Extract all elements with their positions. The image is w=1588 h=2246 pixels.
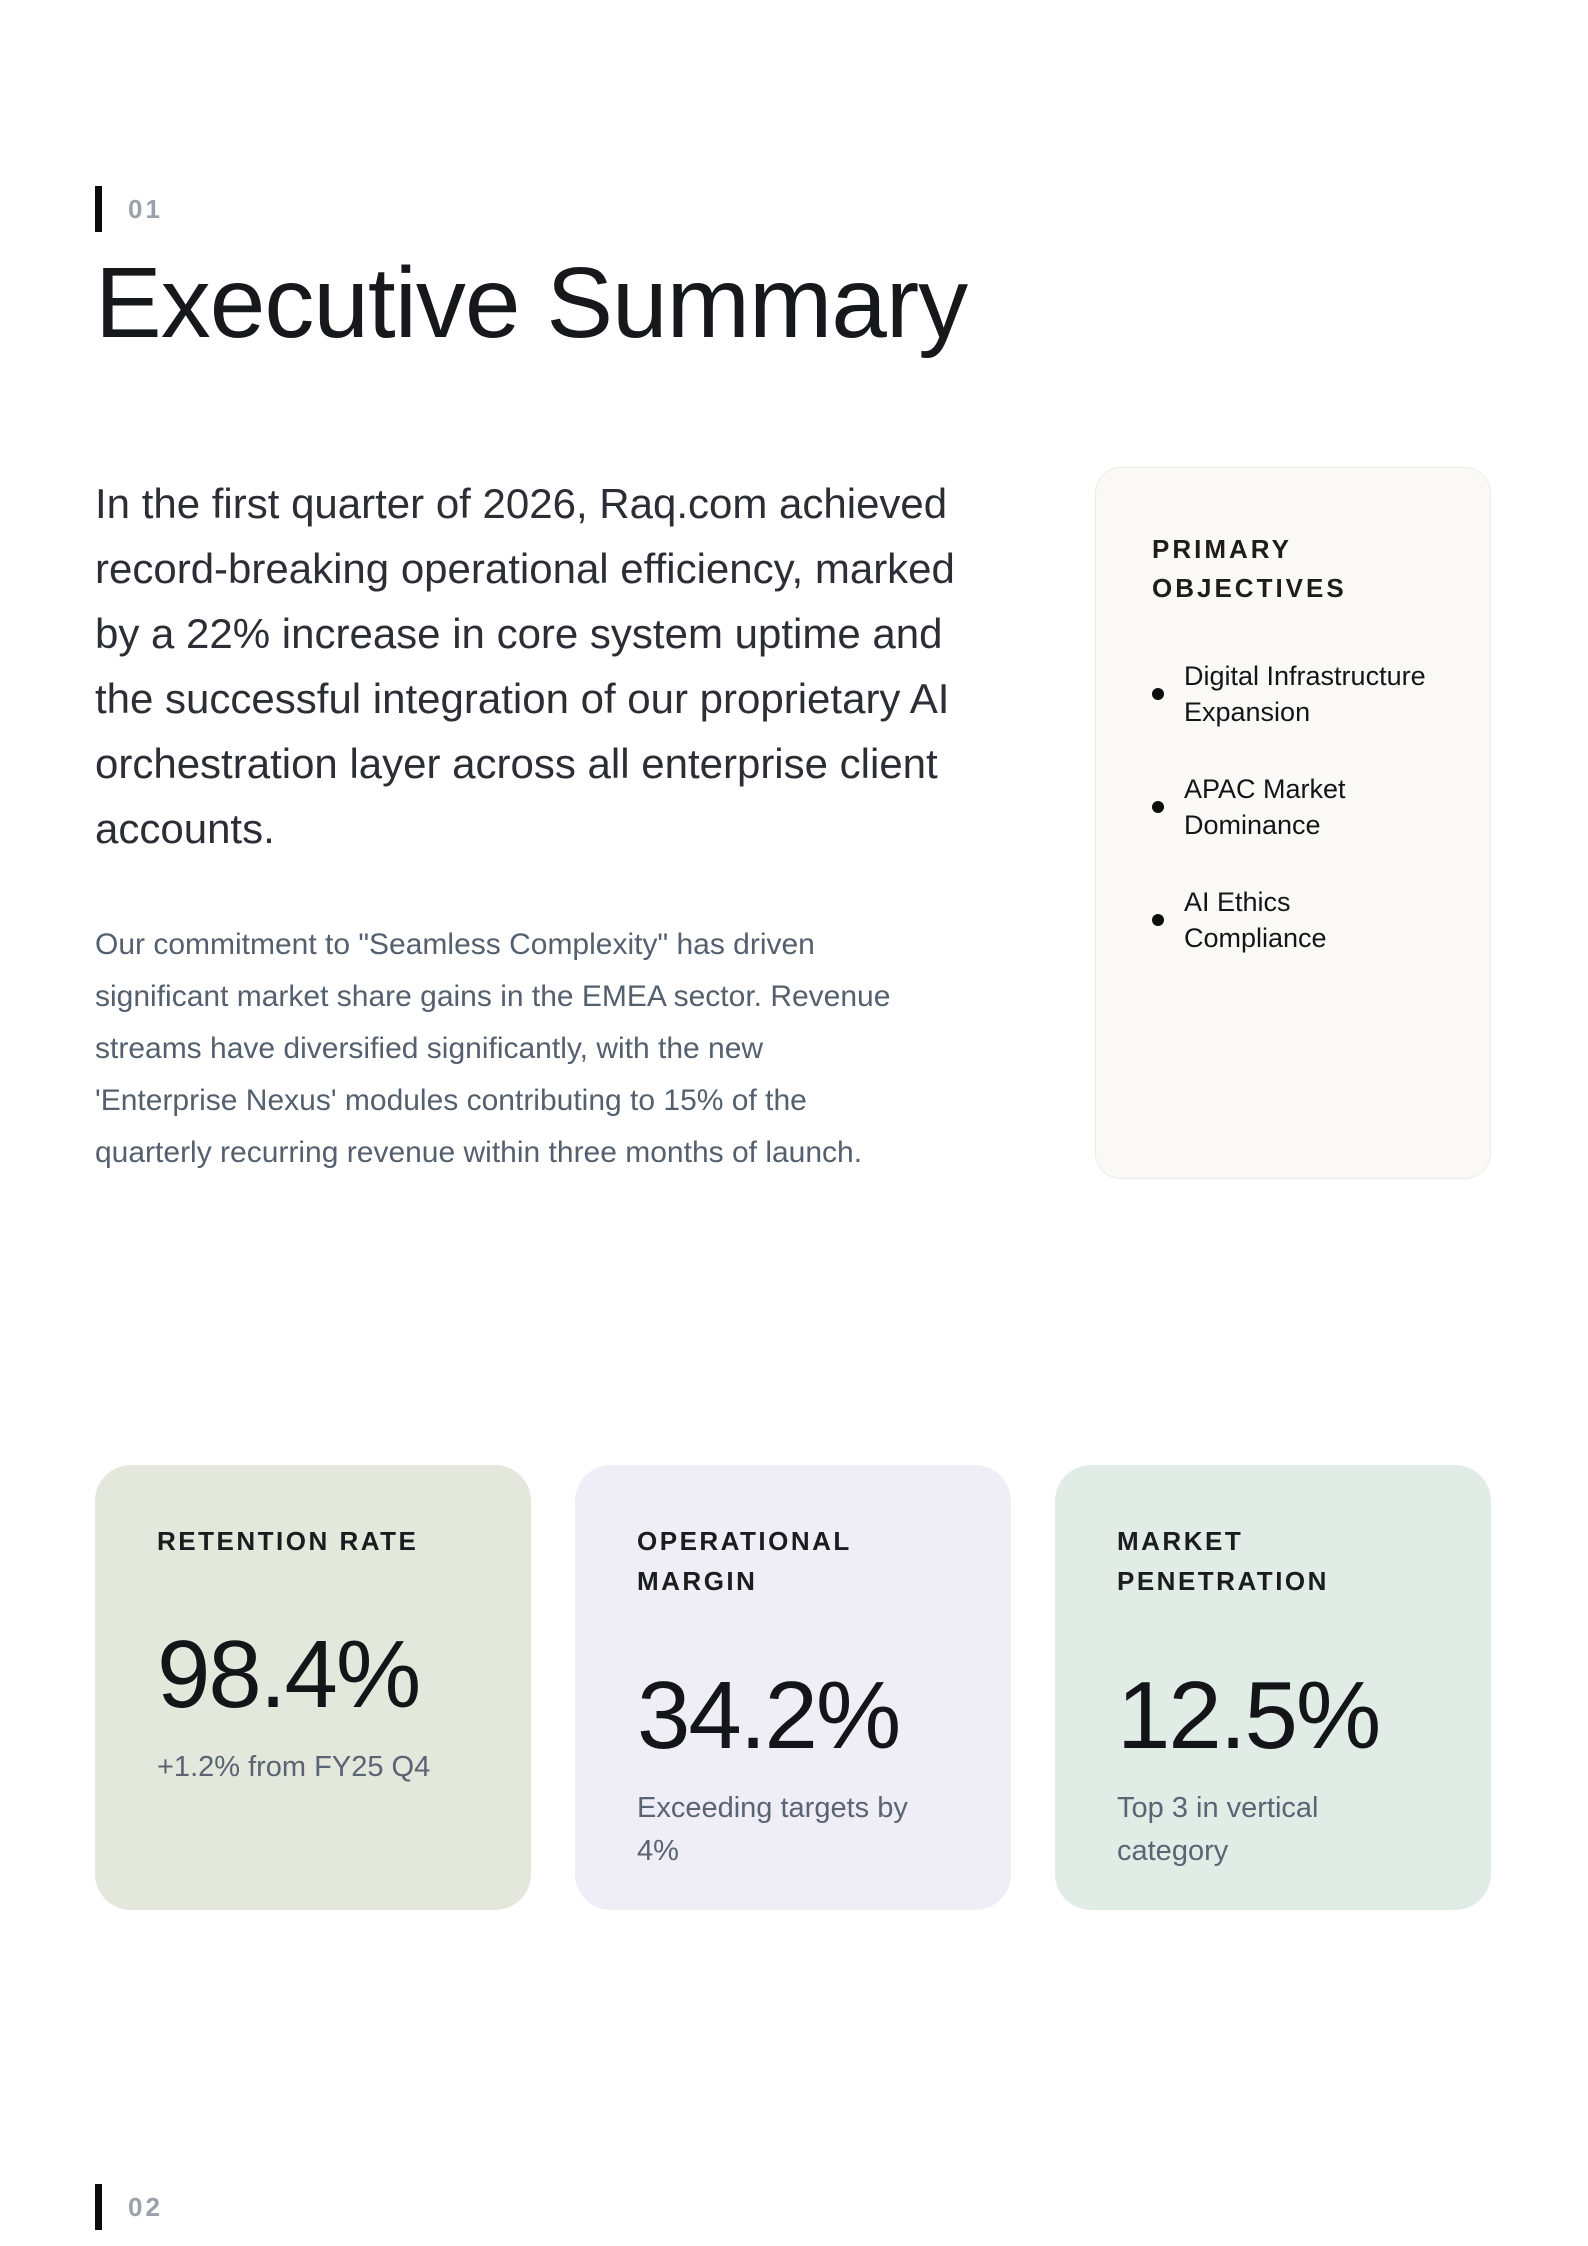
lead-paragraph: In the first quarter of 2026, Raq.com achieved record-breaking operational efficiency, marked by a 22% increase in core system uptime and the successful integration of our proprietary AI orchestration layer across all enterprise client accounts. [95, 480, 955, 852]
section-marker-bar [95, 2184, 102, 2230]
section-marker-bottom [95, 2183, 163, 2231]
stat-label: RETENTION RATE [157, 1526, 419, 1556]
stat-label: MARKET PENETRATION [1117, 1526, 1329, 1597]
secondary-paragraph: Our commitment to "Seamless Complexity" has driven significant market share gains in the EMEA sector. Revenue streams have diversified significantly, with the new 'Enterprise Nexus' modules contributing to 15% of the quarterly recurring revenue within three months of launch. [95, 928, 891, 1169]
stat-label: OPERATIONAL MARGIN [637, 1526, 852, 1597]
section-number: 01 [128, 193, 163, 224]
retention-rate-card [95, 1465, 531, 1910]
objective-label: AI Ethics Compliance [1184, 886, 1327, 954]
stat-caption: Exceeding targets by 4% [637, 1791, 908, 1868]
objectives-list [1152, 658, 1434, 957]
stat-value: 34.2% [637, 1661, 900, 1769]
summary-content-row [95, 467, 1491, 1179]
primary-objectives-card [1095, 467, 1491, 1179]
objective-item [1152, 884, 1434, 957]
objective-item [1152, 658, 1434, 731]
stat-caption: Top 3 in vertical category [1117, 1791, 1319, 1868]
section-marker-bar [95, 186, 102, 232]
objective-label: Digital Infrastructure Expansion [1184, 661, 1426, 728]
section-marker-top [95, 185, 1491, 233]
page-title: Executive Summary [95, 247, 968, 359]
kpi-cards-row [95, 1465, 1491, 1910]
bullet-dot-icon [1152, 914, 1164, 926]
market-penetration-card [1055, 1465, 1491, 1910]
footer-section-number: 02 [128, 2191, 163, 2222]
objectives-heading: PRIMARY OBJECTIVES [1152, 534, 1347, 603]
bullet-dot-icon [1152, 688, 1164, 700]
bullet-dot-icon [1152, 801, 1164, 813]
objective-item [1152, 771, 1434, 844]
stat-value: 98.4% [157, 1621, 420, 1729]
operational-margin-card [575, 1465, 1011, 1910]
objective-label: APAC Market Dominance [1184, 773, 1346, 841]
stat-caption: +1.2% from FY25 Q4 [157, 1751, 431, 1784]
summary-text-column [95, 467, 1000, 1179]
stat-value: 12.5% [1117, 1661, 1380, 1769]
